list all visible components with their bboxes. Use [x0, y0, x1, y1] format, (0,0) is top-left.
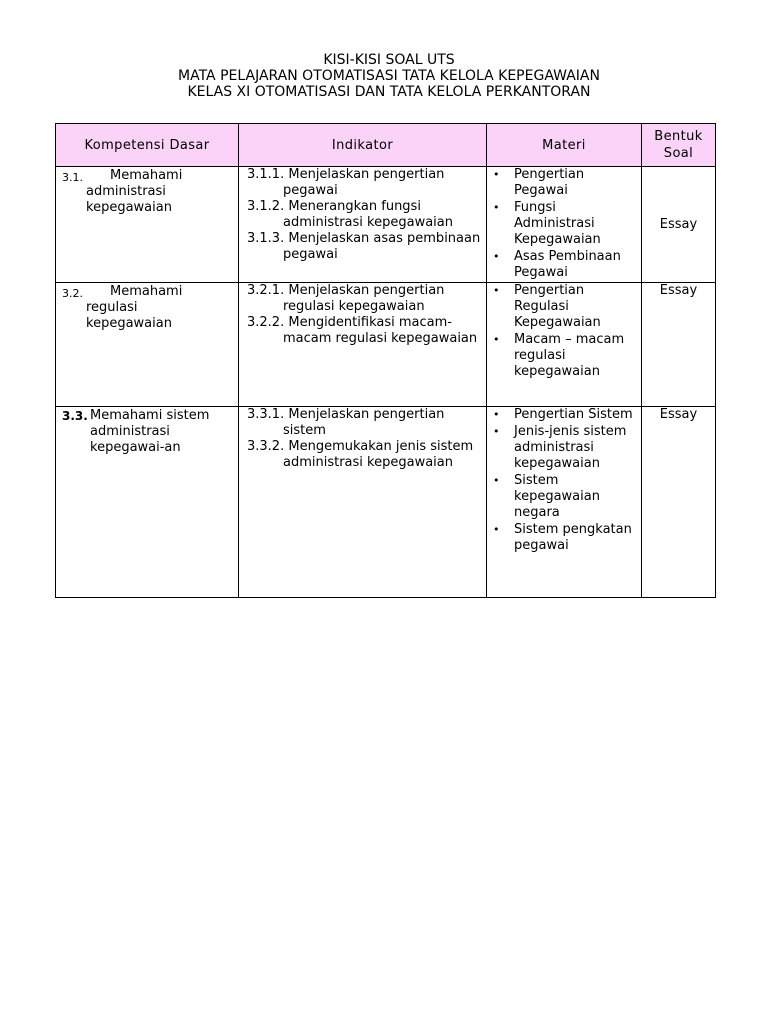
table-header-row	[56, 124, 716, 167]
kompetensi-cell	[56, 407, 239, 598]
kd-text-first: Memahami	[110, 168, 183, 183]
indikator-item: 3.3.1. Menjelaskan pengertian sistem	[247, 407, 445, 438]
materi-item: • Sistem pengkatan pegawai	[493, 522, 632, 553]
kd-text-line: administrasi	[90, 424, 170, 439]
materi-item: • Pengertian Sistem	[493, 407, 633, 422]
materi-item: • Pengertian Pegawai	[493, 167, 585, 198]
table-row	[56, 283, 716, 407]
indikator-cell	[239, 283, 487, 407]
materi-cell	[487, 283, 642, 407]
bullet-icon: •	[493, 523, 500, 536]
indikator-item: 3.3.2. Mengemukakan jenis sistem administrasi kepegawaian	[247, 439, 474, 470]
kompetensi-cell	[56, 167, 239, 283]
kd-text-line: kepegawaian	[86, 200, 172, 215]
kd-text-first: Memahami	[110, 284, 183, 299]
kd-number: 3.2.	[62, 287, 83, 300]
indikator-cell	[239, 167, 487, 283]
header-indikator: Indikator	[239, 124, 487, 167]
kd-text-line: administrasi	[86, 184, 166, 199]
materi-cell	[487, 407, 642, 598]
bullet-icon: •	[493, 168, 500, 181]
bullet-icon: •	[493, 284, 500, 297]
header-bentuk-soal: Bentuk Soal	[642, 124, 716, 167]
kd-text-line: regulasi	[86, 300, 138, 315]
materi-item: • Pengertian Regulasi Kepegawaian	[493, 283, 601, 330]
bullet-icon: •	[493, 250, 500, 263]
header-kompetensi-dasar: Kompetensi Dasar	[56, 124, 239, 167]
kd-text-first: Memahami sistem	[90, 408, 210, 423]
kd-number: 3.3.	[62, 409, 88, 423]
indikator-cell	[239, 407, 487, 598]
indikator-item: 3.1.1. Menjelaskan pengertian pegawai	[247, 167, 445, 198]
indikator-item: 3.1.2. Menerangkan fungsi administrasi kepegawaian	[247, 199, 453, 230]
bentuk-soal-cell: Essay	[642, 167, 716, 283]
indikator-item: 3.1.3. Menjelaskan asas pembinaan pegawai	[247, 231, 481, 262]
bullet-icon: •	[493, 425, 500, 438]
table-row	[56, 167, 716, 283]
materi-item: • Jenis-jenis sistem administrasi kepegawaian	[493, 424, 627, 471]
table-row	[56, 407, 716, 598]
bentuk-soal-cell: Essay	[642, 283, 716, 407]
materi-item: • Macam – macam regulasi kepegawaian	[493, 332, 625, 379]
bullet-icon: •	[493, 408, 500, 421]
bentuk-soal-cell: Essay	[642, 407, 716, 598]
indikator-item: 3.2.1. Menjelaskan pengertian regulasi kepegawaian	[247, 283, 445, 314]
bullet-icon: •	[493, 474, 500, 487]
kd-text-line: kepegawaian	[86, 316, 172, 331]
bullet-icon: •	[493, 333, 500, 346]
document-title	[0, 52, 768, 100]
kd-number: 3.1.	[62, 171, 83, 184]
kompetensi-cell	[56, 283, 239, 407]
materi-item: • Asas Pembinaan Pegawai	[493, 249, 621, 280]
title-line-2: MATA PELAJARAN OTOMATISASI TATA KELOLA KEPEGAWAIAN	[178, 68, 600, 84]
kisi-kisi-table	[55, 123, 716, 598]
title-line-1: KISI-KISI SOAL UTS	[323, 52, 455, 68]
kd-text-line: kepegawai-an	[90, 440, 181, 455]
materi-item: • Sistem kepegawaian negara	[493, 473, 600, 520]
materi-item: • Fungsi Administrasi Kepegawaian	[493, 200, 601, 247]
indikator-item: 3.2.2. Mengidentifikasi macam-macam regulasi kepegawaian	[247, 315, 478, 346]
materi-cell	[487, 167, 642, 283]
bullet-icon: •	[493, 201, 500, 214]
title-line-3: KELAS XI OTOMATISASI DAN TATA KELOLA PERKANTORAN	[187, 84, 591, 100]
header-materi: Materi	[487, 124, 642, 167]
